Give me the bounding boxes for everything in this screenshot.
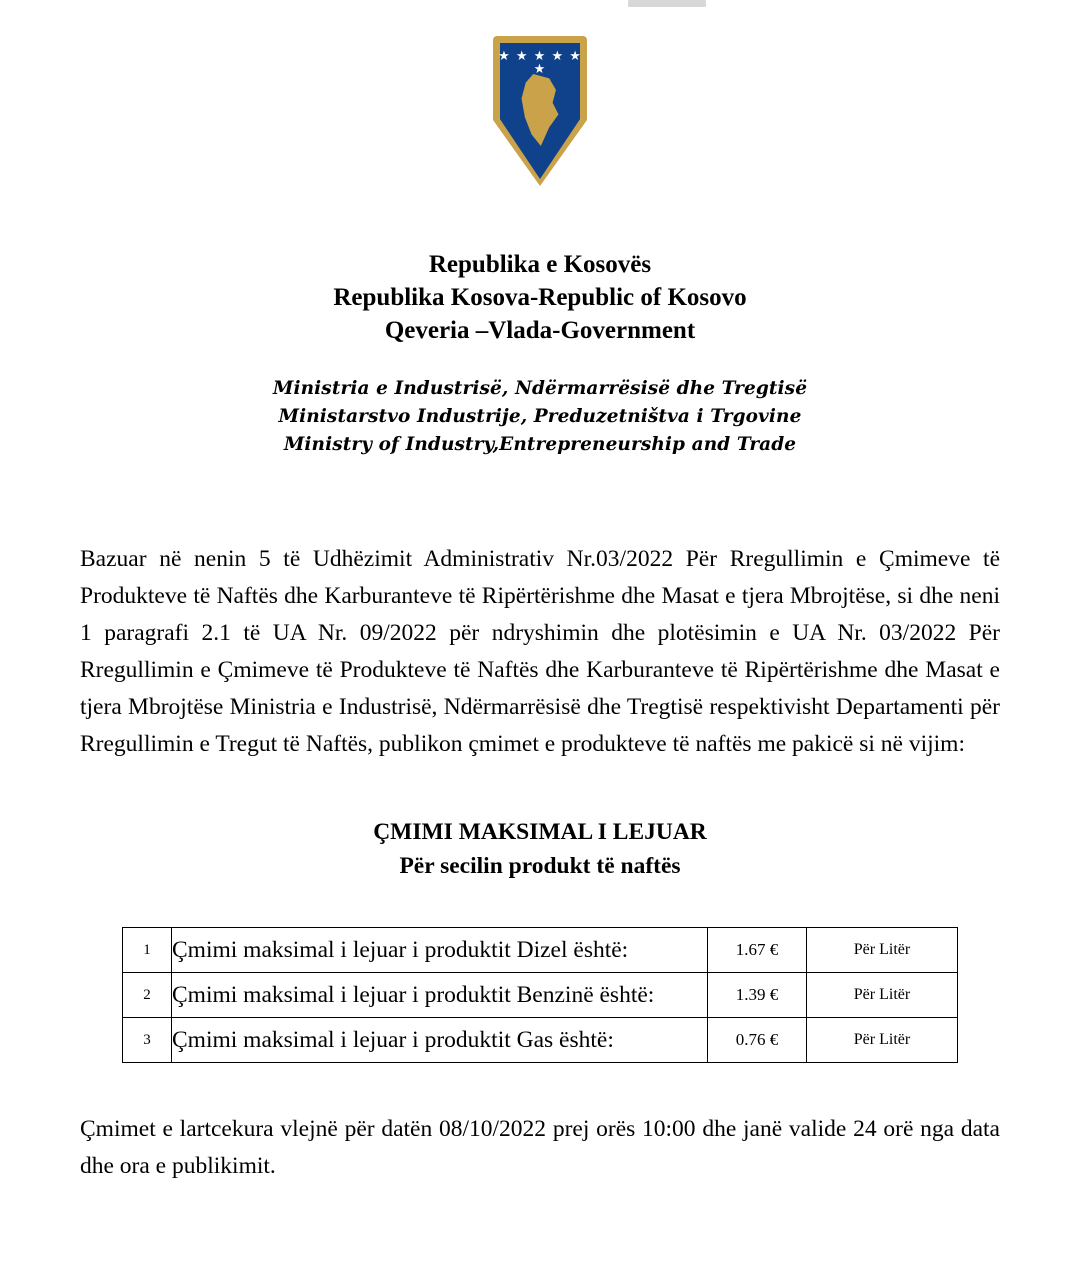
page-title bbox=[0, 248, 1080, 347]
validity-note: Çmimet e lartcekura vlejnë për datën 08/10/2022 prej orës 10:00 dhe janë valide 24 orë nga data dhe ora e publikimit. bbox=[80, 1116, 1000, 1179]
intro-paragraph: Bazuar në nenin 5 të Udhëzimit Administrativ Nr.03/2022 Për Rregullimin e Çmimeve të Produkteve të Naftës dhe Karburanteve të Ripërtërishme dhe Masat e tjera Mbrojtëse, si dhe neni 1 paragrafi 2.1 të UA Nr. 09/2022 për ndryshimin dhe plotësimin e UA Nr. 03/2022 Për Rregullimin e Çmimeve të Produkteve të Naftës dhe Karburanteve të Ripërtërishme dhe Masat e tjera Mbrojtëse Ministria e Industrisë, Ndërmarrësisë dhe Tregtisë respektivisht Departamenti për Rregullimin e Tregut të Naftës, publikon çmimet e produkteve të naftës me pakicë si në vijim: bbox=[80, 546, 1000, 757]
ministry-subtitle bbox=[0, 375, 1080, 459]
section-heading bbox=[0, 815, 1080, 883]
ministry-line-albanian: Ministria e Industrisë, Ndërmarrësisë dhe Tregtisë bbox=[272, 378, 808, 399]
title-line-serbian-english: Republika Kosova-Republic of Kosovo bbox=[333, 284, 747, 311]
top-strip-chip bbox=[628, 0, 706, 7]
row-index: 3 bbox=[123, 1018, 172, 1063]
section-heading-line1: ÇMIMI MAKSIMAL I LEJUAR bbox=[373, 819, 707, 845]
six-stars: ★ ★ ★ ★ ★ ★ bbox=[498, 49, 582, 77]
title-line-albanian: Republika e Kosovës bbox=[428, 251, 652, 278]
row-index: 1 bbox=[123, 928, 172, 973]
ministry-line-serbian: Ministarstvo Industrije, Preduzetništva i Trgovine bbox=[278, 406, 802, 427]
row-description: Çmimi maksimal i lejuar i produktit Dizel është: bbox=[172, 928, 708, 973]
ministry-line-english: Ministry of Industry,Entrepreneurship and Trade bbox=[283, 434, 797, 455]
row-description: Çmimi maksimal i lejuar i produktit Benzinë është: bbox=[172, 973, 708, 1018]
top-strip bbox=[0, 0, 1080, 10]
table-row bbox=[123, 1018, 958, 1063]
row-price: 1.67 € bbox=[708, 928, 807, 973]
section-heading-line2: Për secilin produkt të naftës bbox=[399, 853, 681, 879]
row-price: 1.39 € bbox=[708, 973, 807, 1018]
emblem-container bbox=[0, 36, 1080, 186]
table-row bbox=[123, 928, 958, 973]
row-unit: Për Litër bbox=[807, 928, 958, 973]
row-description: Çmimi maksimal i lejuar i produktit Gas është: bbox=[172, 1018, 708, 1063]
price-table bbox=[122, 927, 958, 1063]
kosovo-coat-of-arms-icon bbox=[493, 36, 587, 186]
row-index: 2 bbox=[123, 973, 172, 1018]
document-page bbox=[0, 10, 1080, 1185]
title-line-government: Qeveria –Vlada-Government bbox=[384, 317, 696, 344]
row-unit: Për Litër bbox=[807, 1018, 958, 1063]
row-price: 0.76 € bbox=[708, 1018, 807, 1063]
row-unit: Për Litër bbox=[807, 973, 958, 1018]
table-row bbox=[123, 973, 958, 1018]
